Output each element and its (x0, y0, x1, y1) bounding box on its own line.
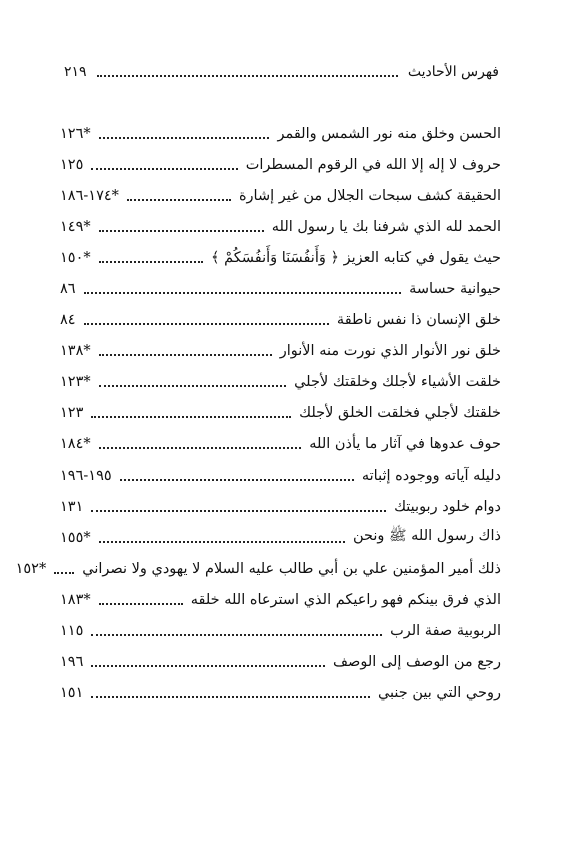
entry-text: خلق الإنسان ذا نفس ناطقة (336, 312, 501, 329)
index-entry (60, 647, 501, 678)
entry-text: خلق نور الأنوار الذي نورت منه الأنوار (279, 343, 501, 360)
index-entry (60, 429, 501, 460)
index-entry (60, 305, 501, 336)
header-title: فهرس الأحاديث (407, 64, 499, 80)
entry-page-number: ١٢٣ (60, 405, 84, 422)
leader-dots (99, 541, 345, 543)
running-header (64, 60, 499, 84)
leader-dots (127, 199, 231, 201)
entry-text: الحسن وخلق منه نور الشمس والقمر (277, 125, 501, 142)
leader-dots (84, 323, 329, 325)
entry-page-number: ٨٦ (60, 281, 76, 298)
leader-dots (54, 572, 74, 574)
leader-dots (120, 479, 354, 481)
leader-dots (99, 261, 203, 263)
entry-page-number: ١١٥ (60, 623, 84, 640)
header-page-number: ٢١٩ (64, 64, 87, 80)
index-entry (60, 336, 501, 367)
header-leader-dots (97, 75, 398, 77)
entry-page-number: *١٥٠ (60, 249, 91, 266)
entry-page-number: *١٥٥ (60, 529, 91, 546)
index-entry (60, 398, 501, 429)
leader-dots (91, 168, 237, 170)
entry-text: حوف عدوها في آثار ما يأذن الله (309, 436, 501, 453)
index-entry (60, 118, 501, 149)
leader-dots (99, 137, 270, 139)
entry-page-number: ١٩٦ (60, 654, 84, 671)
leader-dots (84, 292, 402, 294)
index-entry (60, 180, 501, 211)
leader-dots (99, 230, 264, 232)
entry-page-number: *١٢٣ (60, 374, 91, 391)
index-entry (60, 242, 501, 273)
leader-dots (91, 696, 370, 698)
entry-page-number: *١٤٩ (60, 218, 91, 235)
index-entry (15, 553, 501, 584)
index-entry (60, 616, 501, 647)
entry-page-number: ١٢٥ (60, 156, 84, 173)
entry-text: دوام خلود ربوبيتك (394, 498, 501, 515)
entry-text: حيث يقول في كتابه العزيز ﴿ وَأَنفُسَنَا وَأَنفُسَكُمْ ﴾ (211, 249, 501, 266)
entry-page-number: ١٩٥-١٩٦ (60, 467, 112, 484)
entry-text: ذاك رسول الله ﷺ ونحن (352, 528, 501, 545)
leader-dots (99, 447, 302, 449)
index-entry (60, 460, 501, 491)
entry-page-number: *١٥٢ (15, 560, 47, 577)
entry-page-number: ١٣١ (60, 498, 84, 515)
entry-page-number: *١٣٨ (60, 343, 91, 360)
entry-text: ذلك أمير المؤمنين علي بن أبي طالب عليه السلام لا يهودي ولا نصراني (82, 560, 501, 577)
entry-text: دليله آياته ووجوده إثباته (361, 467, 501, 484)
leader-dots (99, 603, 183, 605)
entry-page-number: ١٥١ (60, 685, 84, 702)
entry-text: الربوبية صفة الرب (390, 623, 501, 640)
entry-text: حروف لا إله إلا الله في الرقوم المسطرات (245, 156, 501, 173)
index-entry (60, 211, 501, 242)
entry-page-number: ٨٤ (60, 312, 76, 329)
entry-page-number: *١٢٦ (60, 125, 91, 142)
entry-text: الحقيقة كشف سبحات الجلال من غير إشارة (238, 187, 501, 204)
index-entry (60, 367, 501, 398)
entry-text: روحي التي بين جنبي (377, 685, 501, 702)
index-entry (60, 149, 501, 180)
entry-text: خلقتك لأجلي فخلقت الخلق لأجلك (299, 405, 501, 422)
hadith-index-list (15, 118, 501, 709)
leader-dots (91, 634, 382, 636)
index-entry (60, 584, 501, 615)
entry-text: الذي فرق بينكم فهو راعيكم الذي استرعاه الله خلقه (190, 591, 501, 608)
index-entry (60, 678, 501, 709)
index-entry (60, 491, 501, 522)
entry-text: خلقت الأشياء لأجلك وخلقتك لأجلي (294, 374, 501, 391)
leader-dots (99, 354, 272, 356)
index-entry (60, 522, 501, 553)
index-entry (60, 273, 501, 304)
entry-page-number: *١٨٤ (60, 436, 91, 453)
entry-text: حيوانية حساسة (409, 281, 501, 298)
entry-page-number: *١٧٤-١٨٦ (60, 187, 119, 204)
entry-page-number: *١٨٣ (60, 591, 91, 608)
entry-text: الحمد لله الذي شرفنا بك يا رسول الله (271, 218, 501, 235)
leader-dots (91, 665, 325, 667)
leader-dots (99, 385, 286, 387)
leader-dots (91, 510, 386, 512)
entry-text: رجع من الوصف إلى الوصف (333, 654, 501, 671)
leader-dots (91, 416, 291, 418)
